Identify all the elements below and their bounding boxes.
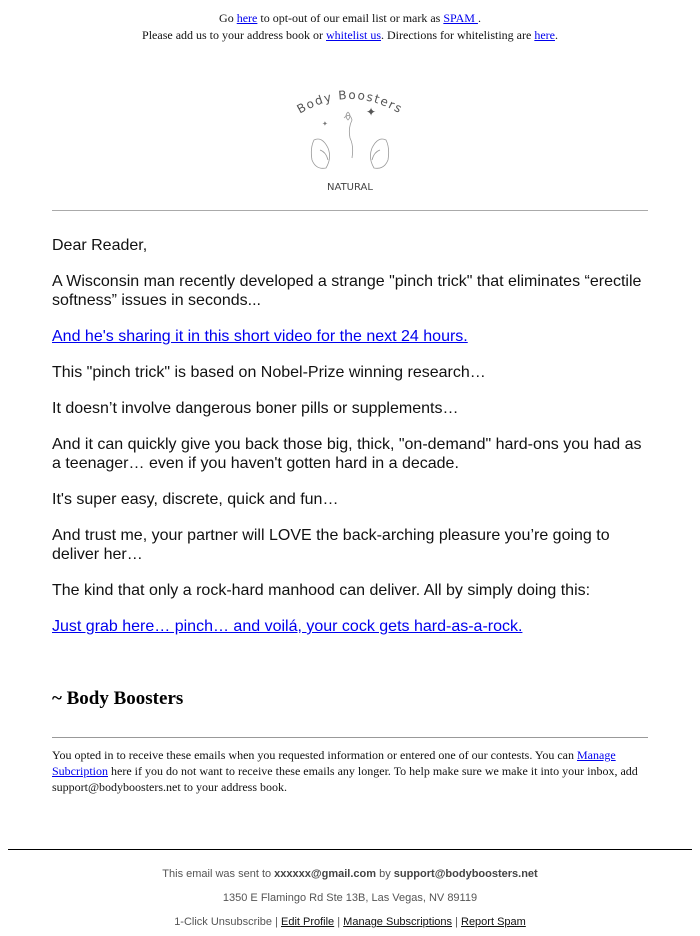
divider xyxy=(52,737,648,738)
text: by xyxy=(376,868,394,880)
text: Please add us to your address book or xyxy=(142,28,326,42)
manage-subscriptions-link[interactable]: Manage Subscriptions xyxy=(343,916,453,928)
video-link[interactable]: And he's sharing it in this short video for the next 24 hours. xyxy=(52,328,468,345)
separator: | xyxy=(272,916,281,928)
postal-address: 1350 E Flamingo Rd Ste 13B, Las Vegas, NV 89119 xyxy=(222,892,478,904)
text: here if you do not want to receive these emails any longer. To help make sure we make it into your inbox, add support@bodyboosters.net to your address book. xyxy=(52,764,638,794)
logo-subtext: NATURAL xyxy=(327,182,373,193)
sender-email: support@bodyboosters.net xyxy=(393,868,538,880)
edit-profile-link[interactable]: Edit Profile xyxy=(280,916,335,928)
whitelist-directions-link[interactable]: here xyxy=(534,28,555,42)
unsubscribe-link[interactable]: 1-Click Unsubscribe xyxy=(174,916,272,928)
email-body xyxy=(52,236,648,653)
footer-links xyxy=(0,915,700,929)
logo-arc-text: Body Boosters xyxy=(294,87,406,117)
brand-logo xyxy=(270,80,430,200)
paragraph: It's super easy, discrete, quick and fun… xyxy=(52,491,339,508)
manage-subscription-link[interactable]: Manage Subcription xyxy=(52,748,616,778)
footer-divider xyxy=(8,849,692,850)
text: This email was sent to xyxy=(162,868,275,880)
spam-link[interactable]: SPAM xyxy=(443,11,478,25)
cta-link[interactable]: Just grab here… pinch… and voilá, your cock gets hard-as-a-rock. xyxy=(52,618,523,635)
paragraph: A Wisconsin man recently developed a strange "pinch trick" that eliminates “erectile softness” issues in seconds... xyxy=(52,273,642,309)
whitelist-line xyxy=(0,27,700,44)
separator: | xyxy=(452,916,461,928)
text: Go xyxy=(219,11,237,25)
whitelist-link[interactable]: whitelist us xyxy=(326,28,382,42)
sparkle-small-icon: ✦ xyxy=(322,120,328,128)
recipient-email: xxxxxx@gmail.com xyxy=(274,868,377,880)
text: . xyxy=(554,28,558,42)
paragraph: And it can quickly give you back those big, thick, "on-demand" hard-ons you had as a teenager… even if you haven't gotten hard in a decade. xyxy=(52,436,642,472)
text: . Directions for whitelisting are xyxy=(381,28,535,42)
signature: ~ Body Boosters xyxy=(52,688,184,709)
divider xyxy=(52,210,648,211)
sparkle-icon: ✦ xyxy=(366,105,377,119)
text: You opted in to receive these emails when you requested information or entered one of our contests. You can xyxy=(52,748,577,762)
paragraph: The kind that only a rock-hard manhood can deliver. All by simply doing this: xyxy=(52,582,591,599)
legal-notice xyxy=(52,747,648,795)
sent-to-line xyxy=(0,867,700,881)
header-notice xyxy=(0,10,700,44)
svg-text:Body Boosters xyxy=(295,88,406,117)
paragraph: And trust me, your partner will LOVE the back-arching pleasure you’re going to deliver her… xyxy=(52,527,610,563)
optout-link[interactable]: here xyxy=(236,11,258,25)
paragraph: It doesn’t involve dangerous boner pills or supplements… xyxy=(52,400,459,417)
paragraph: This "pinch trick" is based on Nobel-Prize winning research… xyxy=(52,364,486,381)
text: to opt-out of our email list or mark as xyxy=(257,11,444,25)
separator: | xyxy=(334,916,344,928)
optout-line xyxy=(0,10,700,27)
greeting: Dear Reader, xyxy=(52,237,148,254)
report-spam-link[interactable]: Report Spam xyxy=(461,916,526,928)
text: . xyxy=(477,11,481,25)
